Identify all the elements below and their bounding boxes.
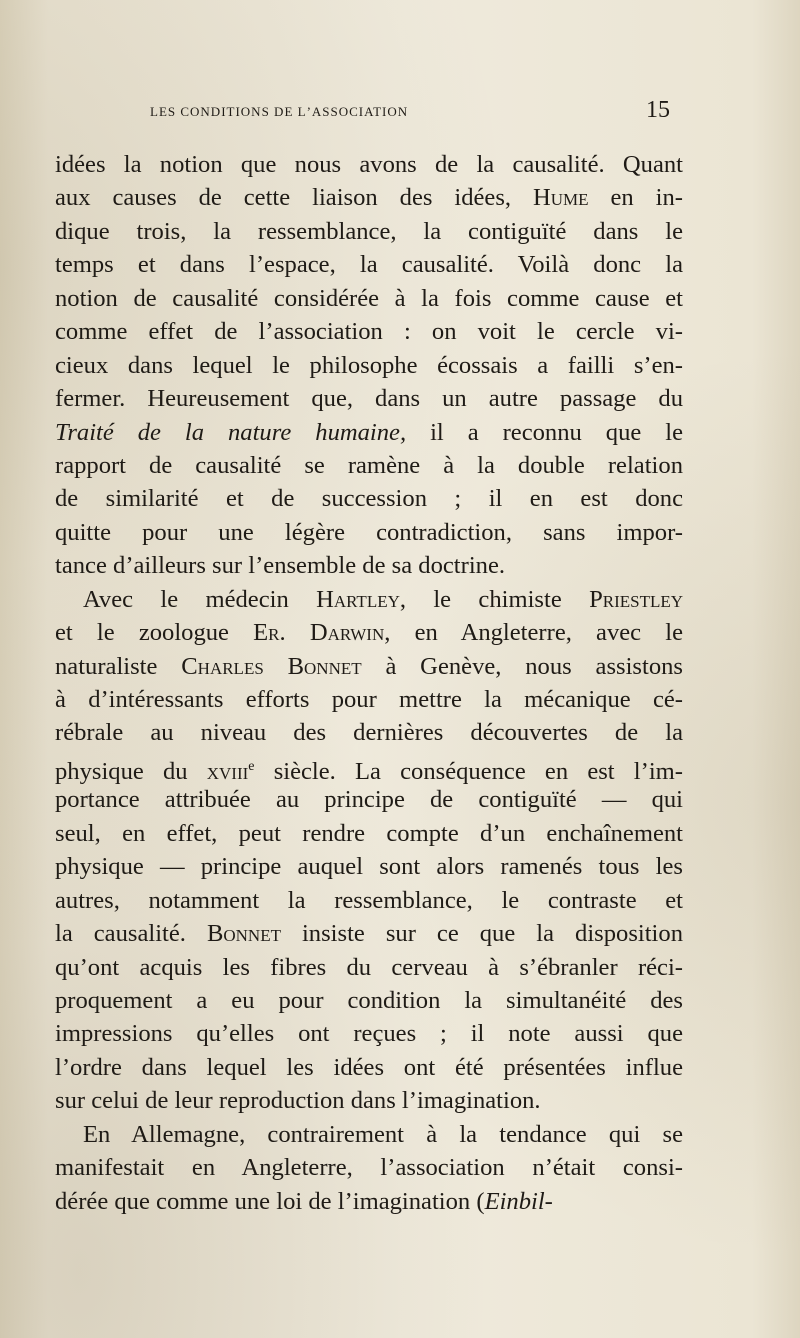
text-line: [55, 349, 683, 382]
text-run: quitte pour une légère contradiction, sans impor-: [55, 518, 683, 546]
text-line: [55, 817, 683, 850]
text-line: [55, 1051, 683, 1084]
text-run: notion de causalité considérée à la fois comme cause et: [55, 284, 683, 312]
text-run: temps et dans l’espace, la causalité. Voilà donc la: [55, 251, 683, 279]
text-line: [55, 583, 683, 616]
paragraph: [55, 148, 683, 583]
text-line: [55, 181, 683, 214]
text-run: Einbil-: [484, 1187, 553, 1215]
text-run: et le zoologue: [55, 619, 254, 647]
text-run: portance attribuée au principe de contiguïté — qui: [55, 786, 683, 814]
text-line: [55, 1151, 683, 1184]
text-run: , le chimiste: [399, 585, 590, 613]
text-run: dérée que comme une loi de l’imagination (: [55, 1187, 485, 1215]
text-line: [55, 1084, 683, 1117]
text-run: manifestait en Angleterre, l’association n’était consi-: [55, 1154, 683, 1182]
text-line: [55, 1118, 683, 1151]
text-run: à Genève, nous assistons: [361, 652, 684, 680]
text-line: [55, 215, 683, 248]
paragraph: [55, 583, 683, 1118]
text-line: [55, 683, 683, 716]
text-line: [55, 716, 683, 749]
text-run: dique trois, la ressemblance, la contiguïté dans le: [55, 217, 683, 245]
text-run: Bonnet: [206, 920, 281, 948]
paragraph: [55, 1118, 683, 1218]
text-run: aux causes de cette liaison des idées,: [55, 184, 534, 212]
text-line: [55, 1017, 683, 1050]
text-run: de similarité et de succession ; il en est donc: [55, 485, 683, 513]
text-run: proquement a eu pour condition la simultanéité des: [55, 986, 683, 1014]
text-line: [55, 884, 683, 917]
text-line: [55, 148, 683, 181]
text-run: autres, notamment la ressemblance, le contraste et: [55, 886, 683, 914]
text-run: l’ordre dans lequel les idées ont été présentées influe: [55, 1053, 683, 1081]
text-run: la causalité.: [55, 920, 207, 948]
text-run: siècle. La conséquence en est l’im-: [254, 757, 683, 785]
text-line: [55, 482, 683, 515]
text-run: comme effet de l’association : on voit le cercle vi-: [55, 318, 683, 346]
text-run: Priestley: [589, 585, 684, 613]
text-run: en in-: [588, 184, 683, 212]
text-run: seul, en effet, peut rendre compte d’un enchaînement: [55, 819, 683, 847]
text-line: [55, 850, 683, 883]
text-run: insiste sur ce que la disposition: [280, 920, 683, 948]
text-line: [55, 516, 683, 549]
text-run: xviii: [206, 757, 249, 785]
text-line: [55, 984, 683, 1017]
text-run: Charles Bonnet: [181, 652, 362, 680]
text-line: [55, 1185, 683, 1218]
text-line: [55, 750, 683, 783]
text-run: tance d’ailleurs sur l’ensemble de sa doctrine.: [55, 552, 506, 580]
text-run: impressions qu’elles ont reçues ; il note aussi que: [55, 1020, 683, 1048]
text-line: [55, 783, 683, 816]
text-run: rapport de causalité se ramène à la double relation: [55, 451, 683, 479]
text-run: il a reconnu que le: [406, 418, 683, 446]
text-run: , en Angleterre, avec le: [384, 619, 683, 647]
text-run: Traité de la nature humaine,: [55, 418, 407, 446]
text-run: Hume: [533, 184, 589, 212]
text-line: [55, 616, 683, 649]
text-run: à d’intéressants efforts pour mettre la mécanique cé-: [55, 686, 683, 713]
text-run: Avec le médecin: [83, 585, 317, 613]
text-run: cieux dans lequel le philosophe écossais a failli s’en-: [55, 351, 683, 379]
text-run: physique du: [55, 757, 207, 785]
text-run: Hartley: [316, 585, 400, 613]
text-run: fermer. Heureusement que, dans un autre passage du: [55, 385, 683, 413]
text-run: physique — principe auquel sont alors ramenés tous les: [55, 853, 683, 881]
text-line: [55, 248, 683, 281]
text-run: naturaliste: [55, 652, 182, 680]
text-run: idées la notion que nous avons de la causalité. Quant: [55, 151, 683, 178]
text-line: [55, 549, 683, 582]
text-run: rébrale au niveau des dernières découvertes de la: [55, 719, 683, 747]
text-run: sur celui de leur reproduction dans l’imagination.: [55, 1087, 541, 1115]
text-run: Er. Darwin: [253, 619, 385, 647]
running-head: [150, 97, 670, 130]
text-line: [55, 449, 683, 482]
text-line: [55, 917, 683, 950]
text-line: [55, 315, 683, 348]
text-line: [55, 382, 683, 415]
body-text: [55, 148, 683, 1218]
text-line: [55, 416, 683, 449]
text-run: e: [248, 758, 255, 774]
running-title: les conditions de l’association: [150, 100, 409, 121]
text-run: qu’ont acquis les fibres du cerveau à s’ébranler réci-: [55, 953, 683, 981]
text-line: [55, 282, 683, 315]
page-number: 15: [646, 97, 670, 123]
text-run: En Allemagne, contrairement à la tendance qui se: [83, 1120, 683, 1148]
text-line: [55, 650, 683, 683]
text-line: [55, 951, 683, 984]
